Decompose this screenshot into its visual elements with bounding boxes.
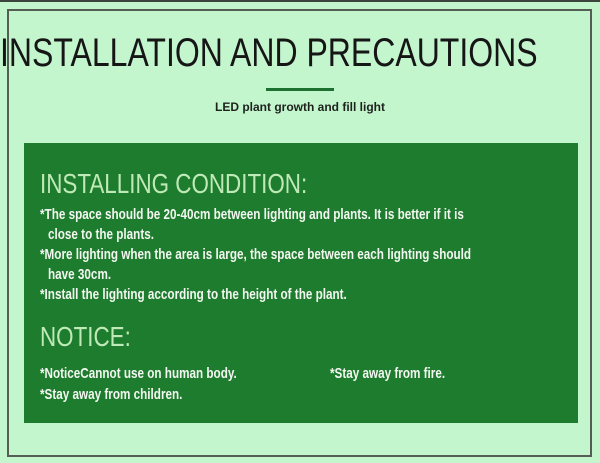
installing-condition-heading: INSTALLING CONDITION: xyxy=(40,168,308,199)
notice-item-left: *Stay away from children. xyxy=(40,386,183,403)
page-title xyxy=(0,30,600,76)
info-panel xyxy=(24,143,578,423)
install-item-line: have 30cm. xyxy=(48,266,112,283)
title-divider xyxy=(266,88,334,91)
header xyxy=(0,0,600,115)
install-item-line: *The space should be 20-40cm between lighting and plants. It is better if it is xyxy=(40,206,464,223)
install-item-line: *Install the lighting according to the height of the plant. xyxy=(40,286,347,303)
install-item-line: close to the plants. xyxy=(48,226,154,243)
notice-list xyxy=(40,363,570,405)
notice-item-left: *NoticeCannot use on human body. xyxy=(40,365,237,382)
install-item-line: *More lighting when the area is large, the space between each lighting should xyxy=(40,246,472,263)
notice-item-right: *Stay away from fire. xyxy=(330,365,446,382)
page-title-text: INSTALLATION AND PRECAUTIONS xyxy=(0,31,538,75)
notice-heading: NOTICE: xyxy=(40,321,131,352)
notice-row xyxy=(40,363,570,384)
page-subtitle: LED plant growth and fill light xyxy=(215,100,385,114)
notice-row xyxy=(40,384,570,405)
notice-item-right xyxy=(330,384,570,405)
installing-condition-list xyxy=(40,205,570,305)
